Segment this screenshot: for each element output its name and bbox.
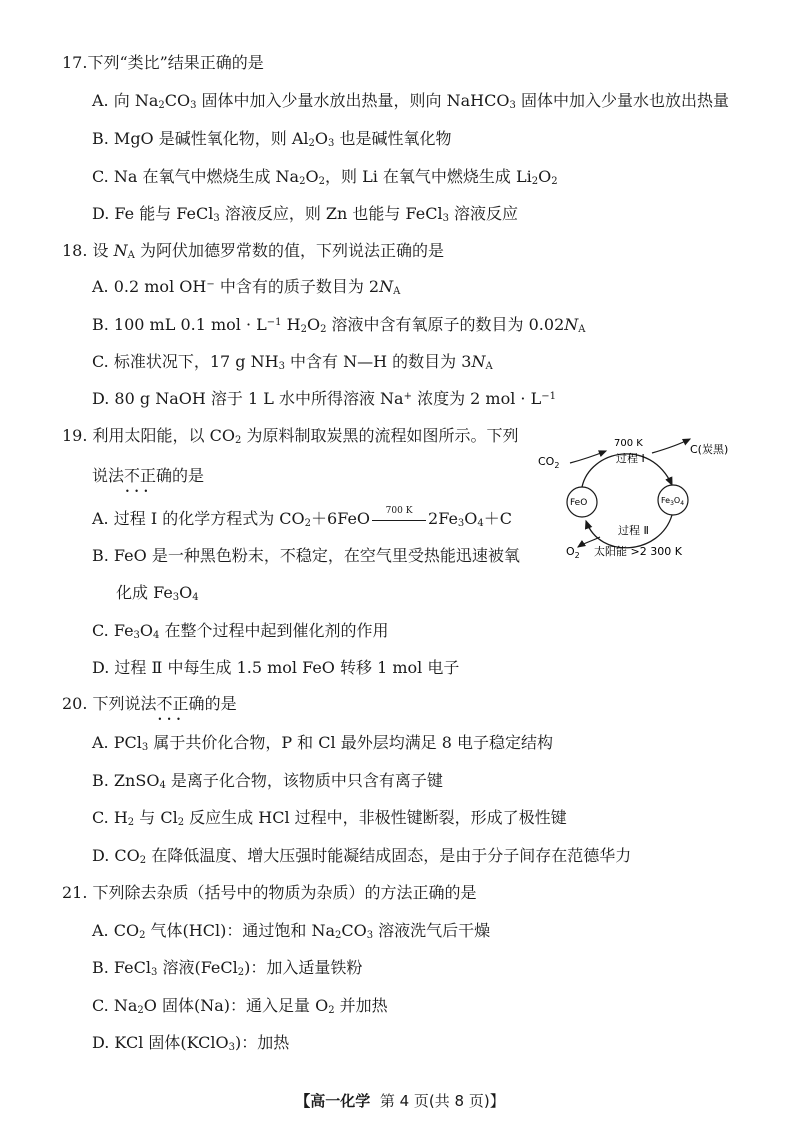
process-2-label: 过程 Ⅱ [618, 524, 649, 537]
q21-stem: 21. 下列除去杂质（括号中的物质为杂质）的方法正确的是 [62, 883, 477, 902]
q21-option-b: B. FeCl$_3$ 溶液(FeCl$_2$)：加入适量铁粉 [92, 958, 363, 978]
q18-option-b: B. 100 mL 0.1 mol · $L^{-1}$ $H_2O_2$ 溶液中含有氧原子的数目为 $0.02N_A$ [92, 315, 586, 335]
q20-stem: 20. 下列说法不正确 • • •的是 [62, 693, 237, 715]
q21-option-a: A. $CO_2$ 气体(HCl)：通过饱和 $Na_2CO_3$ 溶液洗气后干燥 [92, 921, 491, 941]
q21-option-d: D. KCl 固体(KClO$_3$)：加热 [92, 1033, 290, 1053]
q20-option-b: B. ZnSO$_4$ 是离子化合物，该物质中只含有离子键 [92, 771, 443, 791]
q20-option-c: C. $H_2$ 与 $Cl_2$ 反应生成 HCl 过程中，非极性键断裂，形成了极性键 [92, 808, 567, 828]
q19-option-d: D. 过程 Ⅱ 中每生成 1.5 mol FeO 转移 1 mol 电子 [92, 658, 460, 677]
q19-option-a: A. 过程 Ⅰ 的化学方程式为 $CO_2+6FeO$ 700 K $2Fe_3O_4+C$ [92, 505, 513, 529]
footer-title: 【高一化学 [295, 1092, 371, 1110]
o2-label: $O_2$ [566, 545, 580, 560]
q21-option-c: C. $Na_2O$ 固体(Na)：通入足量 $O_2$ 并加热 [92, 996, 388, 1016]
feo-label: FeO [570, 498, 588, 508]
page-footer [0, 1090, 800, 1112]
q18-option-a: A. 0.2 mol OH− 中含有的质子数目为 $2N_A$ [92, 277, 401, 297]
solar-energy-label: 太阳能 >2 300 K [594, 545, 682, 558]
q19-option-b-line2: 化成 $Fe_3O_4$ [116, 583, 199, 603]
q17-stem: 17.下列“类比”结果正确的是 [62, 53, 264, 72]
reaction-arrow: 700 K [370, 512, 428, 528]
co2-label: $CO_2$ [538, 455, 560, 470]
temp-700k-label: 700 K [614, 438, 643, 449]
q19-option-b-line1: B. FeO 是一种黑色粉末，不稳定，在空气里受热能迅速被氧 [92, 546, 520, 565]
q18-option-c: C. 标准状况下，17 g $NH_3$ 中含有 N—H 的数目为 $3N_A$ [92, 352, 493, 372]
footer-page-number: 第 4 页(共 8 页)】 [379, 1092, 505, 1110]
q20-option-d: D. $CO_2$ 在降低温度、增大压强时能凝结成固态，是由于分子间存在范德华力 [92, 846, 632, 866]
carbon-black-cycle-diagram [530, 425, 770, 575]
q17-option-a: A. 向 $Na_2CO_3$ 固体中加入少量水放出热量，则向 NaHCO$_3$ 固体中加入少量水也放出热量 [92, 91, 729, 111]
emphasis-dots: 不正确 • • • [157, 693, 205, 715]
q18-stem: 18. 设 $N_A$ 为阿伏加德罗常数的值，下列说法正确的是 [62, 241, 444, 261]
q17-option-d: D. Fe 能与 FeCl$_3$ 溶液反应，则 Zn 也能与 FeCl$_3$ 溶液反应 [92, 204, 519, 224]
q17-option-c: C. Na 在氧气中燃烧生成 $Na_2O_2$，则 Li 在氧气中燃烧生成 $Li_2O_2$ [92, 167, 558, 187]
q19-stem-line1: 19. 利用太阳能，以 $CO_2$ 为原料制取炭黑的流程如图所示。下列 [62, 426, 519, 446]
q20-option-a: A. PCl$_3$ 属于共价化合物，P 和 Cl 最外层均满足 8 电子稳定结构 [92, 733, 554, 753]
q19-stem-line2: 说法不正确 • • •的是 [92, 465, 204, 487]
emphasis-dots: 不正确 • • • [124, 465, 172, 487]
fe3o4-label: $Fe_3O_4$ [661, 496, 685, 507]
q19-option-c: C. $Fe_3O_4$ 在整个过程中起到催化剂的作用 [92, 621, 389, 641]
carbon-out-arrow [652, 439, 690, 453]
q17-option-b: B. MgO 是碱性氧化物，则 $Al_2O_3$ 也是碱性氧化物 [92, 129, 452, 149]
q18-option-d: D. 80 g NaOH 溶于 1 L 水中所得溶液 Na+ 浓度为 2 mol · $L^{-1}$ [92, 389, 556, 408]
process-1-label: 过程 Ⅰ [616, 452, 645, 465]
carbon-black-label: C(炭黑) [690, 443, 729, 456]
